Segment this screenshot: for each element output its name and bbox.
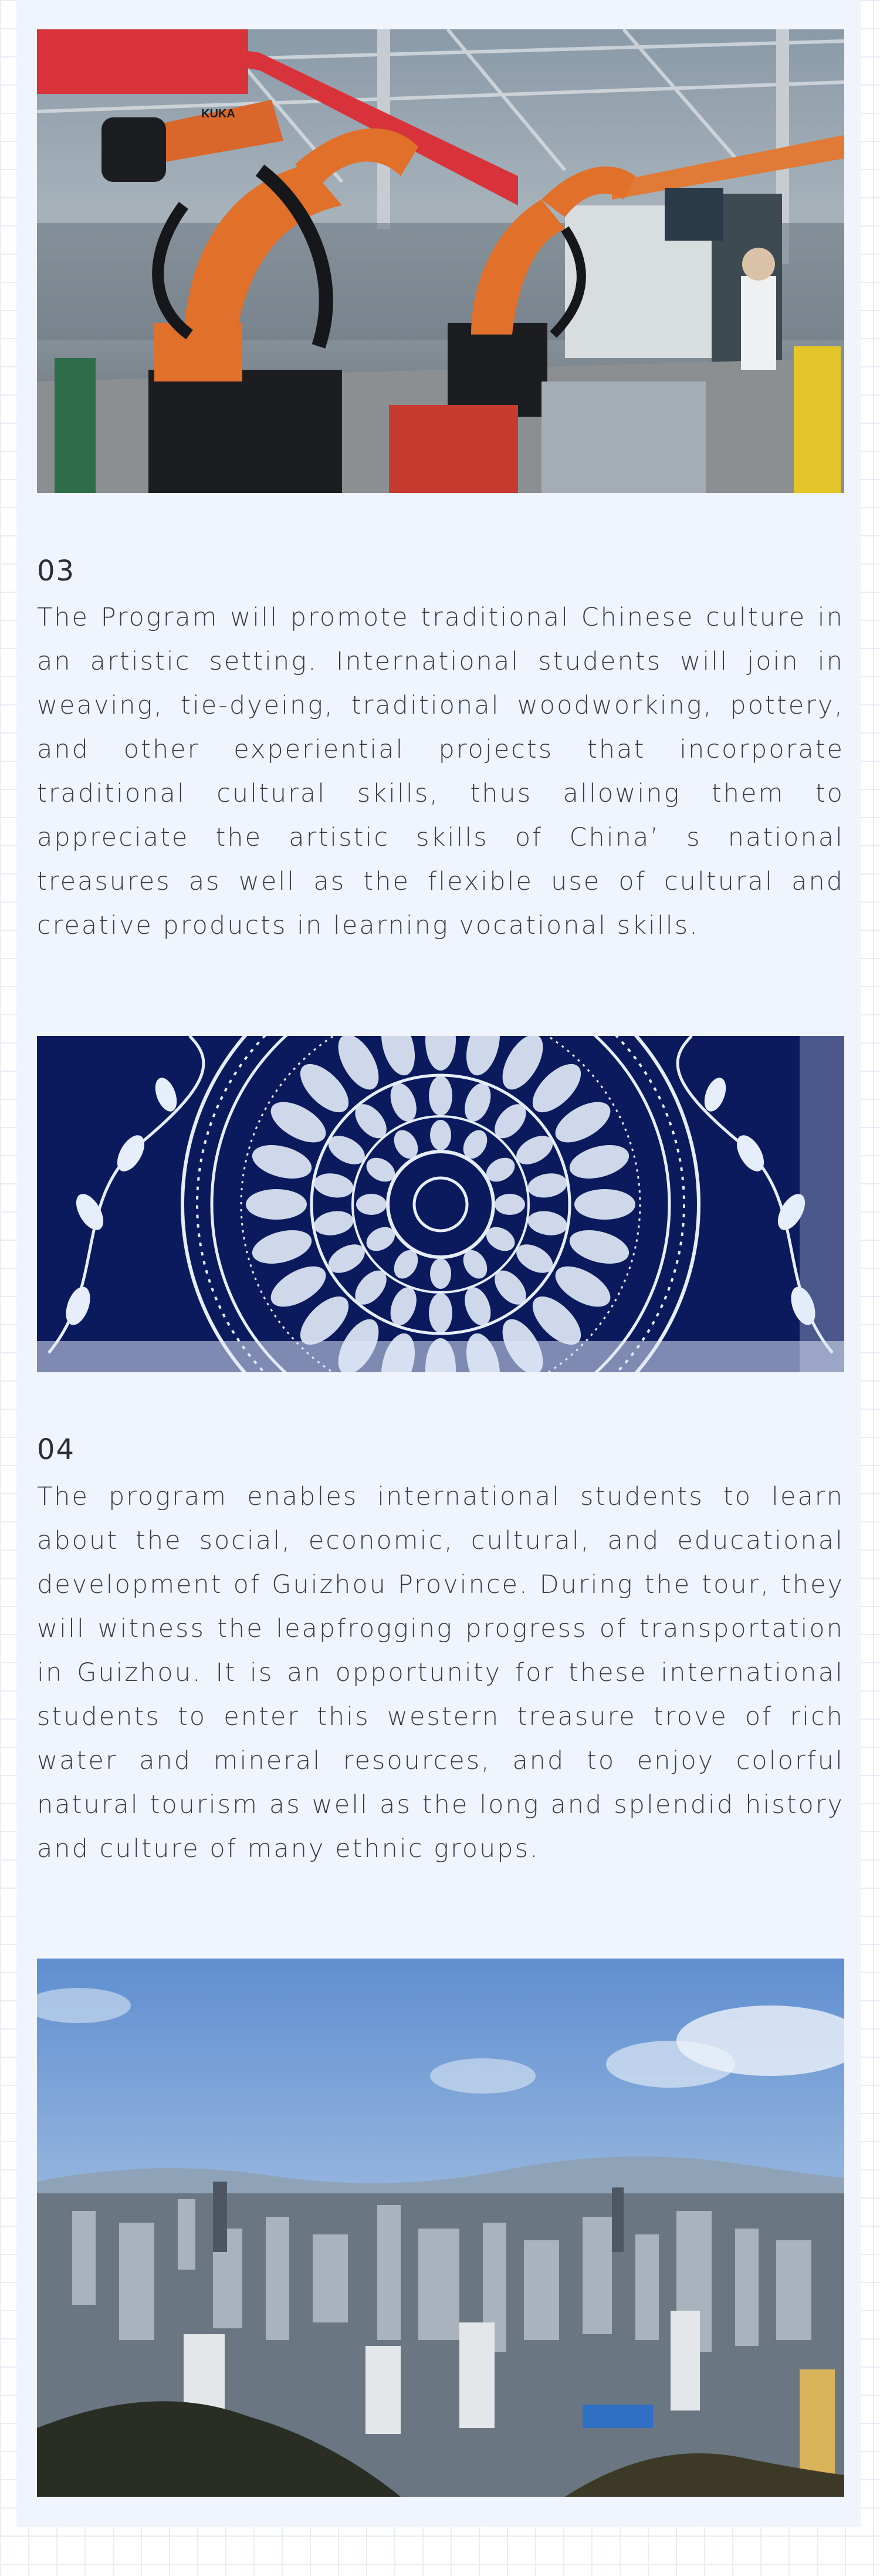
factory-robot-image: [37, 29, 844, 493]
section-text-04: The program enables international students to learn about the social, economic, cultural, and educational development of Guizhou Province. During the tour, they will witness the leapfrogging progress of transportation in Guizhou. It is an opportunity for these international students to enter this western treasure trove of rich water and mineral resources, and to enjoy colorful natural tourism as well as the long and splendid history and culture of many ethnic groups.: [37, 1482, 844, 1863]
section-number-03: 03: [37, 555, 76, 588]
svg-text:KUKA: KUKA: [201, 107, 235, 120]
batik-tie-dye-image: [37, 1036, 844, 1372]
guizhou-city-image: [37, 1959, 844, 2497]
section-number-04: 04: [37, 1433, 76, 1466]
content-card: [16, 0, 861, 2527]
section-text-03: The Program will promote traditional Chinese culture in an artistic setting. International students will join in weaving, tie-dyeing, traditional woodworking, pottery, and other experiential projects that incorporate traditional cultural skills, thus allowing them to appreciate the artistic skills of China’ s national treasures as well as the flexible use of cultural and creative products in learning vocational skills.: [37, 603, 844, 940]
